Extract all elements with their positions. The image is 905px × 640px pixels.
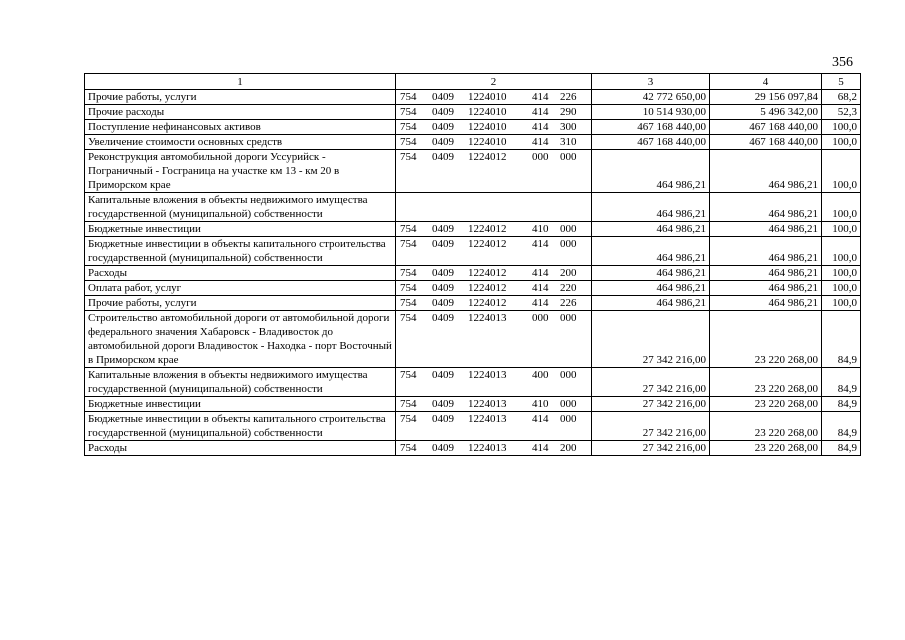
percent-executed: 100,0: [822, 296, 861, 311]
code-part: 414: [532, 106, 549, 118]
table-row: [85, 412, 861, 441]
amount-plan: 464 986,21: [592, 266, 710, 281]
code-part: 1224013: [468, 312, 507, 324]
page-number: 356: [832, 55, 853, 70]
code-part: 000: [560, 413, 577, 425]
amount-actual: 464 986,21: [710, 222, 822, 237]
amount-plan: 464 986,21: [592, 237, 710, 266]
code-part: 410: [532, 223, 549, 235]
code-part: 000: [560, 398, 577, 410]
amount-plan: 27 342 216,00: [592, 412, 710, 441]
code-part: 754: [400, 369, 417, 381]
row-name: Прочие работы, услуги: [85, 90, 396, 105]
code-part: 754: [400, 442, 417, 454]
code-part: 0409: [432, 442, 454, 454]
row-codes: [396, 266, 592, 281]
code-part: 290: [560, 106, 577, 118]
code-part: 0409: [432, 238, 454, 250]
row-codes: [396, 222, 592, 237]
percent-executed: 100,0: [822, 237, 861, 266]
table-row: [85, 105, 861, 120]
table-row: [85, 266, 861, 281]
code-part: 414: [532, 413, 549, 425]
code-part: 1224013: [468, 442, 507, 454]
code-part: 754: [400, 312, 417, 324]
row-name: Капитальные вложения в объекты недвижимого имущества государственной (муниципальной) собственности: [85, 193, 396, 222]
header-row: [85, 74, 861, 90]
code-part: 000: [532, 312, 549, 324]
code-part: 0409: [432, 121, 454, 133]
amount-actual: 23 220 268,00: [710, 397, 822, 412]
code-part: 0409: [432, 398, 454, 410]
code-part: 000: [560, 151, 577, 163]
code-part: 754: [400, 413, 417, 425]
code-part: 1224012: [468, 297, 507, 309]
percent-executed: 84,9: [822, 397, 861, 412]
code-part: 410: [532, 398, 549, 410]
percent-executed: 68,2: [822, 90, 861, 105]
code-part: 000: [560, 312, 577, 324]
row-codes: [396, 193, 592, 222]
code-part: 400: [532, 369, 549, 381]
code-part: 0409: [432, 413, 454, 425]
code-part: 754: [400, 238, 417, 250]
code-part: 414: [532, 282, 549, 294]
code-part: 754: [400, 398, 417, 410]
code-part: 754: [400, 223, 417, 235]
row-name: Бюджетные инвестиции: [85, 397, 396, 412]
amount-plan: 10 514 930,00: [592, 105, 710, 120]
table-row: [85, 120, 861, 135]
amount-plan: 42 772 650,00: [592, 90, 710, 105]
code-part: 200: [560, 442, 577, 454]
row-name: Увеличение стоимости основных средств: [85, 135, 396, 150]
row-name: Прочие работы, услуги: [85, 296, 396, 311]
row-codes: [396, 296, 592, 311]
code-part: 1224010: [468, 91, 507, 103]
percent-executed: 100,0: [822, 222, 861, 237]
amount-plan: 467 168 440,00: [592, 120, 710, 135]
row-codes: [396, 105, 592, 120]
code-part: 0409: [432, 369, 454, 381]
code-part: 0409: [432, 91, 454, 103]
code-part: 1224012: [468, 223, 507, 235]
amount-plan: 464 986,21: [592, 222, 710, 237]
code-part: 414: [532, 238, 549, 250]
table-row: [85, 281, 861, 296]
code-part: 754: [400, 297, 417, 309]
code-part: 1224013: [468, 398, 507, 410]
percent-executed: 100,0: [822, 193, 861, 222]
amount-plan: 467 168 440,00: [592, 135, 710, 150]
amount-plan: 464 986,21: [592, 296, 710, 311]
code-part: 000: [560, 223, 577, 235]
amount-plan: 464 986,21: [592, 281, 710, 296]
code-part: 1224012: [468, 267, 507, 279]
code-part: 0409: [432, 223, 454, 235]
code-part: 754: [400, 106, 417, 118]
header-cell-1: 1: [85, 74, 396, 90]
row-name: Поступление нефинансовых активов: [85, 120, 396, 135]
table-row: [85, 296, 861, 311]
amount-plan: 27 342 216,00: [592, 311, 710, 368]
amount-actual: 464 986,21: [710, 237, 822, 266]
code-part: 754: [400, 121, 417, 133]
code-part: 200: [560, 267, 577, 279]
row-codes: [396, 150, 592, 193]
table-row: [85, 311, 861, 368]
row-name: Бюджетные инвестиции в объекты капитального строительства государственной (муниципальной) собственности: [85, 412, 396, 441]
code-part: 226: [560, 297, 577, 309]
table-row: [85, 150, 861, 193]
amount-actual: 464 986,21: [710, 296, 822, 311]
amount-actual: 23 220 268,00: [710, 441, 822, 456]
code-part: 754: [400, 136, 417, 148]
amount-actual: 464 986,21: [710, 150, 822, 193]
amount-actual: 464 986,21: [710, 281, 822, 296]
row-codes: [396, 281, 592, 296]
row-name: Бюджетные инвестиции в объекты капитального строительства государственной (муниципальной) собственности: [85, 237, 396, 266]
amount-actual: 464 986,21: [710, 266, 822, 281]
row-codes: [396, 441, 592, 456]
table-row: [85, 441, 861, 456]
code-part: 754: [400, 91, 417, 103]
code-part: 1224012: [468, 238, 507, 250]
table-row: [85, 368, 861, 397]
amount-actual: 5 496 342,00: [710, 105, 822, 120]
amount-plan: 464 986,21: [592, 193, 710, 222]
code-part: 414: [532, 442, 549, 454]
code-part: 414: [532, 136, 549, 148]
percent-executed: 100,0: [822, 135, 861, 150]
code-part: 414: [532, 297, 549, 309]
row-codes: [396, 135, 592, 150]
code-part: 1224013: [468, 369, 507, 381]
percent-executed: 100,0: [822, 120, 861, 135]
percent-executed: 100,0: [822, 266, 861, 281]
row-codes: [396, 412, 592, 441]
amount-actual: 23 220 268,00: [710, 368, 822, 397]
code-part: 754: [400, 267, 417, 279]
row-codes: [396, 90, 592, 105]
header-cell-3: 3: [592, 74, 710, 90]
row-codes: [396, 397, 592, 412]
table-row: [85, 397, 861, 412]
table-row: [85, 222, 861, 237]
row-codes: [396, 368, 592, 397]
row-name: Строительство автомобильной дороги от автомобильной дороги федерального значения Хабаровск - Владивосток до автомобильной дороги Владивосток - Находка - порт Восточный в Приморском крае: [85, 311, 396, 368]
row-name: Бюджетные инвестиции: [85, 222, 396, 237]
amount-actual: 467 168 440,00: [710, 120, 822, 135]
percent-executed: 52,3: [822, 105, 861, 120]
code-part: 0409: [432, 282, 454, 294]
percent-executed: 84,9: [822, 311, 861, 368]
code-part: 414: [532, 267, 549, 279]
code-part: 1224010: [468, 106, 507, 118]
code-part: 310: [560, 136, 577, 148]
amount-plan: 27 342 216,00: [592, 397, 710, 412]
code-part: 754: [400, 151, 417, 163]
percent-executed: 84,9: [822, 368, 861, 397]
row-name: Оплата работ, услуг: [85, 281, 396, 296]
code-part: 0409: [432, 136, 454, 148]
code-part: 754: [400, 282, 417, 294]
code-part: 414: [532, 91, 549, 103]
code-part: 0409: [432, 106, 454, 118]
table-row: [85, 135, 861, 150]
row-name: Капитальные вложения в объекты недвижимого имущества государственной (муниципальной) собственности: [85, 368, 396, 397]
amount-plan: 27 342 216,00: [592, 368, 710, 397]
code-part: 0409: [432, 297, 454, 309]
header-cell-5: 5: [822, 74, 861, 90]
row-codes: [396, 311, 592, 368]
code-part: 0409: [432, 312, 454, 324]
code-part: 000: [532, 151, 549, 163]
code-part: 1224010: [468, 121, 507, 133]
code-part: 0409: [432, 267, 454, 279]
row-name: Расходы: [85, 266, 396, 281]
code-part: 1224013: [468, 413, 507, 425]
percent-executed: 100,0: [822, 150, 861, 193]
percent-executed: 100,0: [822, 281, 861, 296]
code-part: 226: [560, 91, 577, 103]
row-name: Расходы: [85, 441, 396, 456]
budget-table: [84, 73, 861, 456]
row-codes: [396, 237, 592, 266]
percent-executed: 84,9: [822, 412, 861, 441]
row-name: Реконструкция автомобильной дороги Уссурийск - Пограничный - Госграница на участке км 13 - км 20 в Приморском крае: [85, 150, 396, 193]
code-part: 1224012: [468, 282, 507, 294]
percent-executed: 84,9: [822, 441, 861, 456]
code-part: 300: [560, 121, 577, 133]
amount-actual: 29 156 097,84: [710, 90, 822, 105]
amount-plan: 27 342 216,00: [592, 441, 710, 456]
code-part: 414: [532, 121, 549, 133]
row-name: Прочие расходы: [85, 105, 396, 120]
code-part: 000: [560, 369, 577, 381]
amount-actual: 464 986,21: [710, 193, 822, 222]
code-part: 1224012: [468, 151, 507, 163]
header-cell-2: 2: [396, 74, 592, 90]
code-part: 000: [560, 238, 577, 250]
table-row: [85, 90, 861, 105]
code-part: 220: [560, 282, 577, 294]
code-part: 0409: [432, 151, 454, 163]
header-cell-4: 4: [710, 74, 822, 90]
amount-plan: 464 986,21: [592, 150, 710, 193]
table-row: [85, 237, 861, 266]
table-row: [85, 193, 861, 222]
code-part: 1224010: [468, 136, 507, 148]
row-codes: [396, 120, 592, 135]
amount-actual: 23 220 268,00: [710, 311, 822, 368]
amount-actual: 23 220 268,00: [710, 412, 822, 441]
amount-actual: 467 168 440,00: [710, 135, 822, 150]
